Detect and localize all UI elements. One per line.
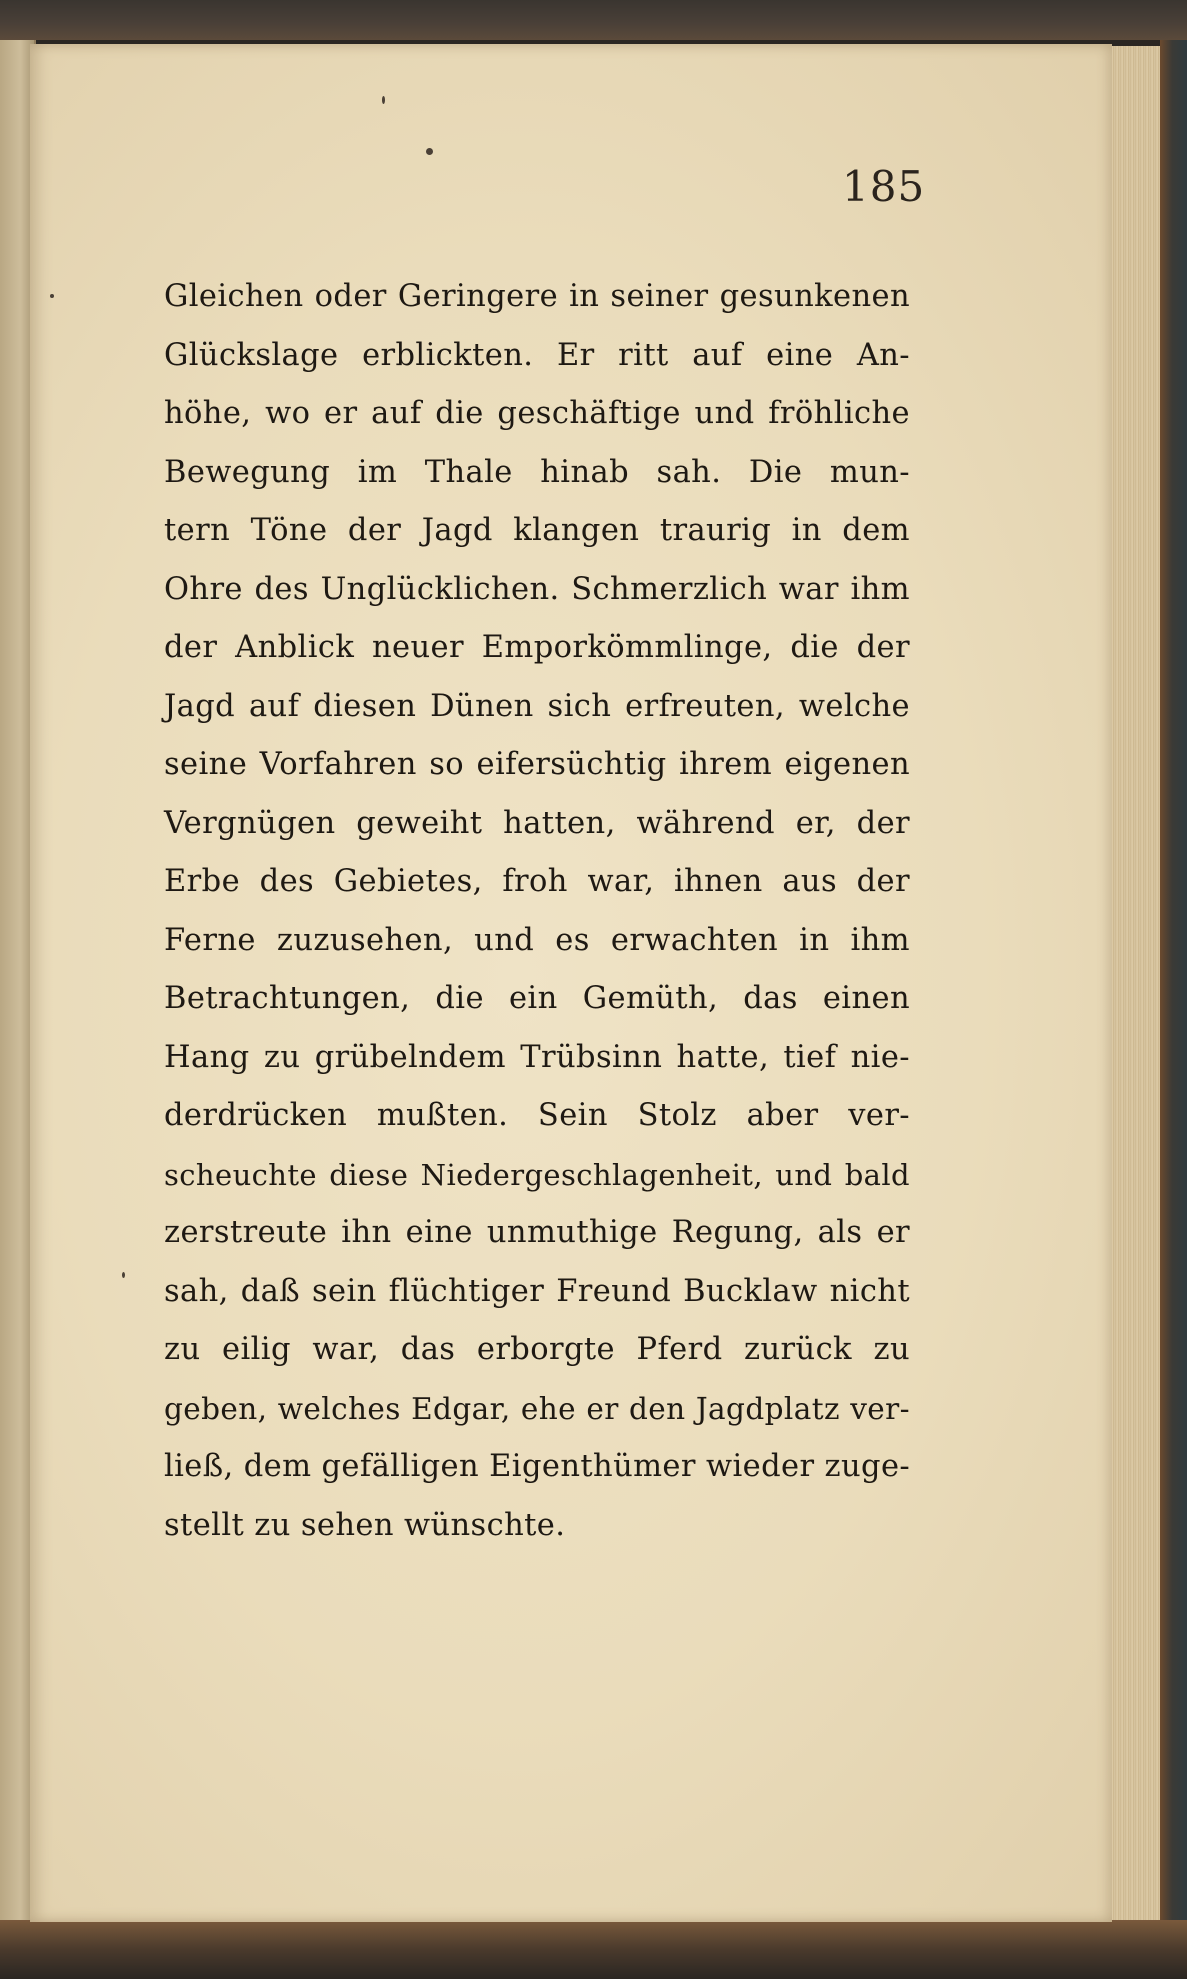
text-line: Hang zu grübelndem Trübsinn hatte, tief nie- xyxy=(164,1039,910,1075)
text-line: höhe, wo er auf die geschäftige und fröhliche xyxy=(164,396,910,431)
ink-speck xyxy=(382,96,385,104)
text-line: Vergnügen geweiht hatten, während er, der xyxy=(164,805,910,841)
text-line: sah, daß sein flüchtiger Freund Bucklaw nicht xyxy=(164,1273,910,1309)
text-line: ließ, dem gefälligen Eigenthümer wieder zuge- xyxy=(164,1449,911,1484)
ink-speck xyxy=(50,294,54,298)
book-right-cover xyxy=(1160,40,1187,1979)
ink-speck xyxy=(426,148,433,155)
text-line: Erbe des Gebietes, froh war, ihnen aus der xyxy=(164,864,910,899)
text-line: derdrücken mußten. Sein Stolz aber ver- xyxy=(164,1098,910,1133)
text-line: Gleichen oder Geringere in seiner gesunkenen xyxy=(164,279,910,314)
page-number: 185 xyxy=(842,162,926,211)
text-line: zerstreute ihn eine unmuthige Regung, als er xyxy=(164,1215,910,1250)
book-bottom-edge xyxy=(0,1920,1187,1979)
book-top-edge xyxy=(0,0,1187,40)
body-text xyxy=(164,268,910,1555)
text-line: Jagd auf diesen Dünen sich erfreuten, welche xyxy=(164,688,910,724)
text-line: geben, welches Edgar, ehe er den Jagdplatz ver- xyxy=(164,1391,910,1426)
text-line: stellt zu sehen wünschte. xyxy=(164,1507,566,1543)
text-line: der Anblick neuer Emporkömmlinge, die der xyxy=(164,630,910,665)
text-line: seine Vorfahren so eifersüchtig ihrem eigenen xyxy=(164,747,910,782)
text-line: Glückslage erblickten. Er ritt auf eine An- xyxy=(164,337,910,373)
text-line: Betrachtungen, die ein Gemüth, das einen xyxy=(164,981,910,1016)
page-stack-edge xyxy=(1108,46,1167,1921)
text-line: zu eilig war, das erborgte Pferd zurück zu xyxy=(164,1332,910,1367)
ink-speck xyxy=(122,1272,125,1278)
text-line: Ohre des Unglücklichen. Schmerzlich war ihm xyxy=(164,571,910,607)
text-line: tern Töne der Jagd klangen traurig in dem xyxy=(164,513,910,548)
text-line: scheuchte diese Niedergeschlagenheit, und bald xyxy=(164,1157,910,1192)
text-line: Bewegung im Thale hinab sah. Die mun- xyxy=(164,454,910,490)
text-line: Ferne zuzusehen, und es erwachten in ihm xyxy=(164,922,910,958)
